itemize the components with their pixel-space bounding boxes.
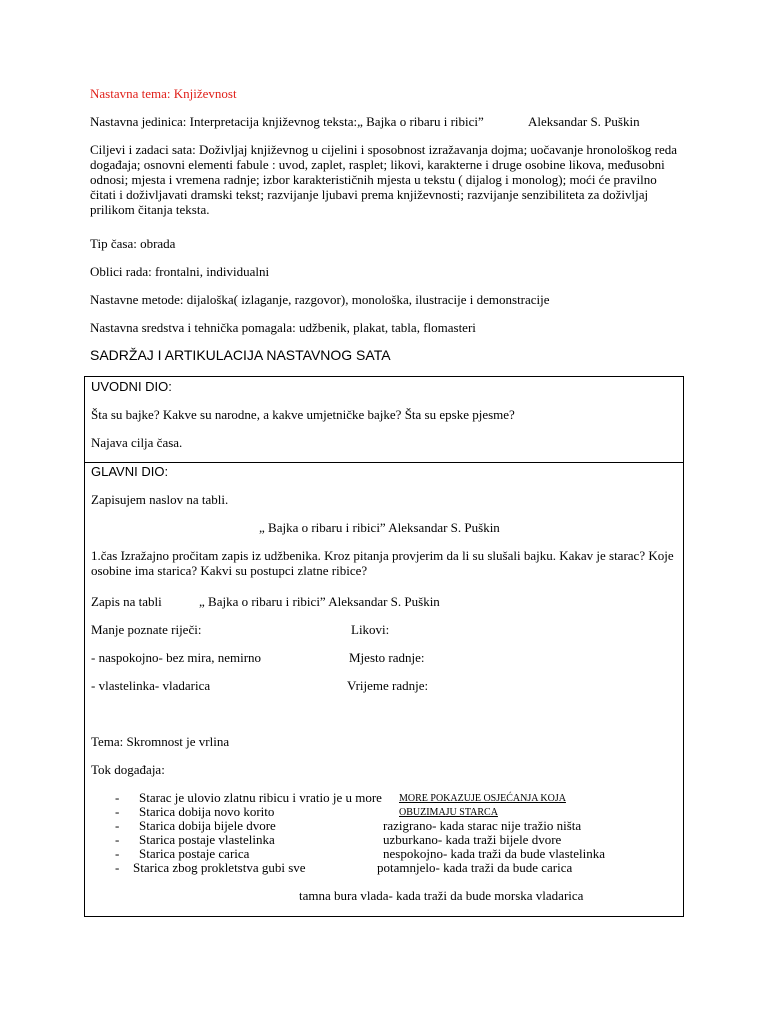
likovi-label: Likovi: — [351, 622, 390, 637]
event-item: Starica postaje carica — [139, 846, 250, 861]
event-dash: - — [115, 818, 120, 833]
oblici-rada: Oblici rada: frontalni, individualni — [90, 264, 270, 279]
more-state: razigrano- kada starac nije tražio ništa — [383, 818, 582, 833]
najava-cilja: Najava cilja časa. — [91, 435, 183, 450]
zapisujem-naslov: Zapisujem naslov na tabli. — [91, 492, 229, 507]
ciljevi-paragraph: Ciljevi i zadaci sata: Doživljaj književnog u cijelini i sposobnost izražavanja dojma; uočavanje hronološkog reda događaja; osnovni elementi fabule : uvod, zaplet, rasplet; likovi, karakterne i druge osobine likova, međusobni odnosi; mjesta i vremena radnje; izbor karakterističnih mjesta u tekstu ( dijalog i monolog); moći će pravilno čitati i doživljavati dramski tekst; razvijanje ljubavi prema književnosti; razvijanje senzibiliteta za doživljaj prilikom čitanja teksta. — [90, 142, 677, 217]
naslov-bajke: „ Bajka o ribaru i ribici” Aleksandar S. Puškin — [259, 520, 500, 535]
autor: Aleksandar S. Puškin — [528, 114, 640, 129]
event-item: Starica zbog prokletstva gubi sve — [133, 860, 306, 875]
event-item: Starica dobija novo korito — [139, 804, 275, 819]
uvodni-dio-box — [84, 376, 684, 463]
nastavna-jedinica: Nastavna jedinica: Interpretacija književnog teksta:„ Bajka o ribaru i ribici” — [90, 114, 484, 129]
prvi-cas-paragraph: 1.čas Izražajno pročitam zapis iz udžbenika. Kroz pitanja provjerim da li su slušali bajku. Kakav je starac? Koje osobine ima starica? Kakvi su postupci zlatne ribice? — [91, 548, 674, 578]
nastavne-metode: Nastavne metode: dijaloška( izlaganje, razgovor), monološka, ilustracije i demonstracije — [90, 292, 550, 307]
event-item: Starica postaje vlastelinka — [139, 832, 275, 847]
event-dash: - — [115, 860, 120, 875]
event-dash: - — [115, 832, 120, 847]
glavni-dio-box — [84, 462, 684, 917]
event-dash: - — [115, 790, 120, 805]
mjesto-radnje-label: Mjesto radnje: — [349, 650, 425, 665]
zapis-na-tabli-label: Zapis na tabli — [91, 594, 162, 609]
vrijeme-radnje-label: Vrijeme radnje: — [347, 678, 429, 693]
more-state: nespokojno- kada traži da bude vlastelinka — [383, 846, 606, 861]
tamna-bura: tamna bura vlada- kada traži da bude morska vladarica — [299, 888, 584, 903]
tok-dogadjaja-label: Tok događaja: — [91, 762, 165, 777]
rijec-naspokojno: - naspokojno- bez mira, nemirno — [91, 650, 262, 665]
uvodni-dio-title: UVODNI DIO: — [91, 379, 172, 394]
more-state: uzburkano- kada traži bijele dvore — [383, 832, 562, 847]
nastavna-tema: Nastavna tema: Književnost — [90, 86, 237, 101]
event-dash: - — [115, 846, 120, 861]
more-state: potamnjelo- kada traži da bude carica — [377, 860, 573, 875]
zapis-naslov: „ Bajka o ribaru i ribici” Aleksandar S. Puškin — [199, 594, 440, 609]
event-item: Starica dobija bijele dvore — [139, 818, 276, 833]
more-heading-line2: OBUZIMAJU STARCA — [399, 807, 498, 818]
more-heading-line1: MORE POKAZUJE OSJEĆANJA KOJA — [399, 793, 566, 804]
uvodni-pitanja: Šta su bajke? Kakve su narodne, a kakve umjetničke bajke? Šta su epske pjesme? — [91, 407, 515, 422]
event-item: Starac je ulovio zlatnu ribicu i vratio je u more — [139, 790, 382, 805]
event-dash: - — [115, 804, 120, 819]
rijec-vlastelinka: - vlastelinka- vladarica — [91, 678, 211, 693]
manje-poznate-rijeci: Manje poznate riječi: — [91, 622, 202, 637]
sadrzaj-heading: SADRŽAJ I ARTIKULACIJA NASTAVNOG SATA — [90, 347, 391, 363]
glavni-dio-title: GLAVNI DIO: — [91, 464, 169, 479]
tema-label: Tema: Skromnost je vrlina — [91, 734, 230, 749]
tip-casa: Tip časa: obrada — [90, 236, 176, 251]
nastavna-sredstva: Nastavna sredstva i tehnička pomagala: udžbenik, plakat, tabla, flomasteri — [90, 320, 476, 335]
